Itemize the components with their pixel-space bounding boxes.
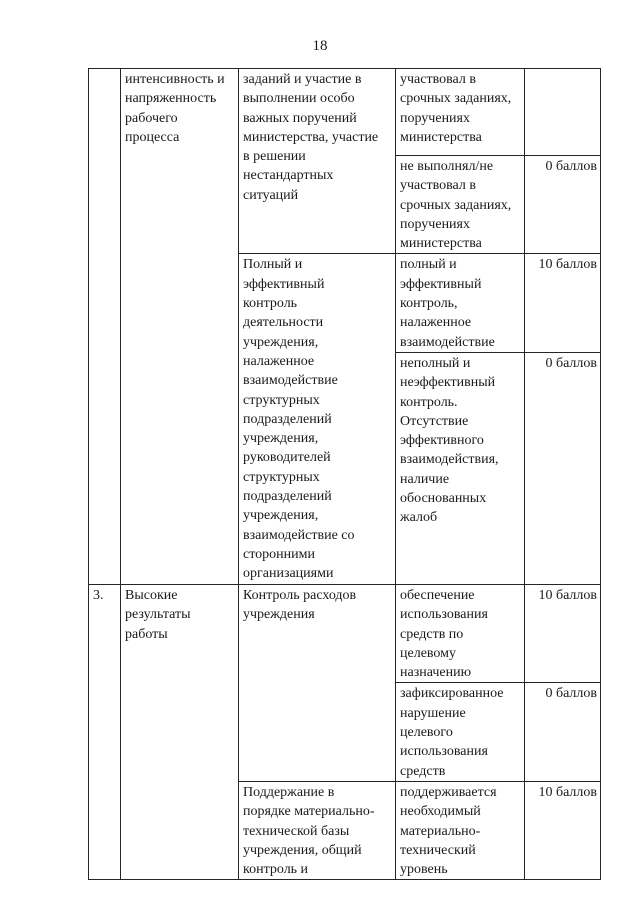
- points-cell: 10 баллов: [525, 584, 601, 682]
- points-cell: 0 баллов: [525, 683, 601, 781]
- condition-cell: не выполнял/не участвовал в срочных заданиях, поручениях министерства: [396, 156, 525, 254]
- row-number-cell: 3.: [89, 584, 121, 879]
- condition-cell: полный и эффективный контроль, налаженное взаимодействие: [396, 254, 525, 352]
- indicator-cell: Полный и эффективный контроль деятельности учреждения, налаженное взаимодействие структурных подразделений учреждения, руководителей структурных подразделений учреждения, взаимодействие со сторонними организациями: [239, 254, 396, 584]
- points-cell: [525, 69, 601, 156]
- table-row: [89, 584, 601, 682]
- condition-cell: зафиксированное нарушение целевого использования средств: [396, 683, 525, 781]
- condition-cell: обеспечение использования средств по целевому назначению: [396, 584, 525, 682]
- table-row: [89, 69, 601, 156]
- indicator-cell: Контроль расходов учреждения: [239, 584, 396, 781]
- points-cell: 0 баллов: [525, 352, 601, 584]
- indicator-cell: заданий и участие в выполнении особо важных поручений министерства, участие в решении нестандартных ситуаций: [239, 69, 396, 254]
- condition-cell: участвовал в срочных заданиях, поручениях министерства: [396, 69, 525, 156]
- points-cell: 10 баллов: [525, 781, 601, 879]
- indicator-cell: Поддержание в порядке материально- технической базы учреждения, общий контроль и: [239, 781, 396, 879]
- condition-cell: неполный и неэффективный контроль. Отсутствие эффективного взаимодействия, наличие обоснованных жалоб: [396, 352, 525, 584]
- row-number-cell: [89, 69, 121, 585]
- criterion-cell: Высокие результаты работы: [121, 584, 239, 879]
- criterion-cell: интенсивность и напряженность рабочего процесса: [121, 69, 239, 585]
- page-number: 18: [312, 38, 328, 54]
- criteria-table: [88, 68, 601, 880]
- points-cell: 10 баллов: [525, 254, 601, 352]
- condition-cell: поддерживается необходимый материально- технический уровень: [396, 781, 525, 879]
- points-cell: 0 баллов: [525, 156, 601, 254]
